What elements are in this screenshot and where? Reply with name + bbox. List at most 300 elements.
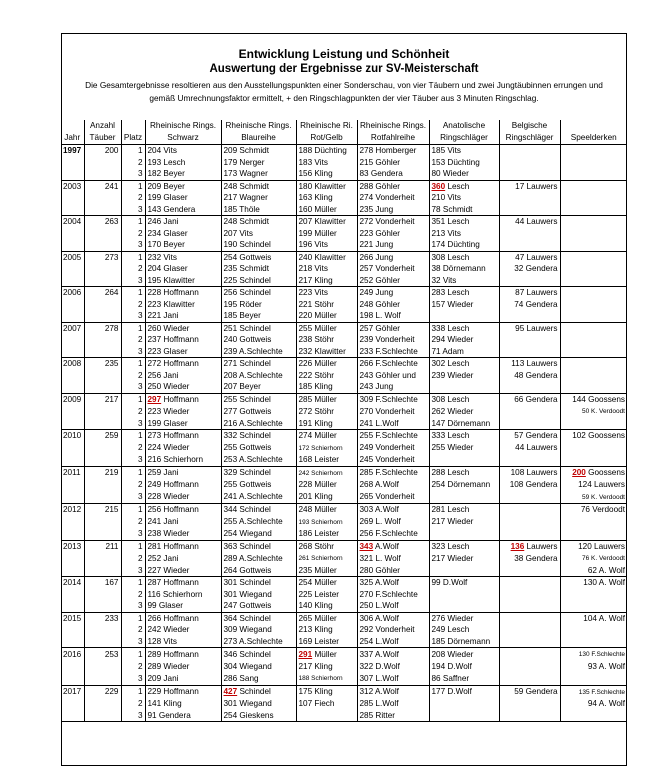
entry-cell: [296, 418, 357, 430]
count-cell: 259: [84, 430, 121, 442]
entry-cell: [560, 381, 627, 393]
entry-text: 66 Gendera: [514, 394, 558, 404]
entry-cell: [296, 430, 357, 442]
entry-cell: [429, 540, 499, 552]
entry-text: 108 Gendera: [509, 480, 558, 489]
entry-cell: [296, 540, 357, 552]
entry-cell: [429, 479, 499, 491]
entry-text: 216 Schierhorn: [147, 455, 204, 464]
entry-text: 128 Vits: [147, 636, 177, 646]
entry-cell: [296, 251, 357, 263]
entry-cell: [429, 157, 499, 169]
entry-text: 207 Vits: [223, 228, 253, 238]
year-cell: [61, 442, 84, 455]
count-cell: 233: [84, 612, 121, 624]
header-cell: Anzahl: [84, 120, 121, 132]
entry-cell: [221, 157, 296, 169]
entry-text: 268 A.Wolf: [359, 480, 399, 489]
entry-text: 198 L. Wolf: [359, 311, 401, 320]
rank-cell: 3: [121, 204, 145, 216]
entry-cell: [357, 636, 429, 648]
entry-cell: [221, 204, 296, 216]
table-row: [61, 168, 627, 180]
entry-text: 32 Vits: [431, 275, 457, 285]
year-cell: [61, 454, 84, 466]
header-cell: Rheinische Rings.: [221, 120, 296, 132]
entry-cell: [499, 263, 560, 275]
entry-text: 83 Gendera: [359, 169, 403, 178]
entry-cell: [560, 698, 627, 710]
table-row: [61, 442, 627, 455]
entry-text: 241 A.Schlechte: [223, 492, 283, 501]
entry-cell: [357, 577, 429, 589]
count-cell: [84, 299, 121, 311]
entry-text: 243 Jung: [359, 382, 394, 391]
entry-text: 168 Leister: [298, 455, 340, 464]
table-row: [61, 310, 627, 322]
entry-text: 207 Klawitter: [298, 217, 346, 226]
entry-cell: [296, 491, 357, 504]
entry-text: 288 Göhler: [359, 181, 401, 191]
highlighted-score: 291: [298, 649, 313, 659]
count-cell: [84, 528, 121, 540]
entry-cell: [221, 405, 296, 418]
entry-cell: [560, 251, 627, 263]
entry-cell: [357, 263, 429, 275]
entry-text: 261 Schierhorn: [298, 555, 343, 562]
count-cell: 200: [84, 145, 121, 157]
entry-text: 249 Lesch: [431, 625, 470, 634]
count-cell: 278: [84, 322, 121, 334]
rank-cell: 2: [121, 192, 145, 204]
entry-text: 259 Jani: [147, 468, 179, 477]
entry-cell: [145, 600, 221, 612]
entry-cell: [145, 239, 221, 251]
entry-cell: [357, 491, 429, 504]
entry-cell: [560, 145, 627, 157]
entry-cell: [499, 466, 560, 479]
rank-cell: 1: [121, 685, 145, 698]
rank-cell: 1: [121, 466, 145, 479]
entry-text: 303 A.Wolf: [359, 505, 399, 514]
entry-cell: [499, 334, 560, 346]
entry-text: 323 Lesch: [431, 541, 470, 551]
entry-cell: [145, 157, 221, 169]
rank-cell: 1: [121, 216, 145, 228]
entry-text: 229 Hoffmann: [147, 687, 199, 696]
entry-text: 207 Beyer: [223, 382, 261, 391]
entry-text: 86 Saffner: [431, 673, 470, 683]
entry-text: 107 Fiech: [298, 699, 335, 708]
count-cell: [84, 491, 121, 504]
entry-cell: [429, 263, 499, 275]
entry-cell: [429, 322, 499, 334]
year-cell: [61, 370, 84, 382]
entry-cell: [560, 516, 627, 529]
entry-text: 265 Müller: [298, 613, 337, 623]
entry-cell: [145, 418, 221, 430]
rank-cell: 1: [121, 577, 145, 589]
entry-text: 233 F.Schlechte: [359, 346, 418, 356]
header-cell: Rotfahlreihe: [357, 132, 429, 145]
year-cell: [61, 204, 84, 216]
entry-text: 288 Lesch: [431, 468, 470, 477]
header-cell: Anatolische: [429, 120, 499, 132]
entry-text: 224 Wieder: [147, 443, 190, 452]
entry-cell: [221, 528, 296, 540]
table-row: [61, 287, 627, 299]
entry-text: 99 Glaser: [147, 601, 183, 610]
entry-cell: [429, 239, 499, 251]
entry-cell: [429, 310, 499, 322]
entry-cell: [560, 418, 627, 430]
entry-cell: [499, 145, 560, 157]
entry-cell: [221, 322, 296, 334]
entry-cell: [499, 310, 560, 322]
rank-cell: 1: [121, 358, 145, 370]
entry-cell: [145, 180, 221, 192]
entry-cell: [357, 251, 429, 263]
entry-text: 57 Gendera: [514, 431, 558, 440]
entry-cell: [499, 251, 560, 263]
entry-text: 170 Beyer: [147, 240, 185, 249]
year-cell: 2008: [63, 359, 82, 368]
entry-cell: [296, 381, 357, 393]
entry-cell: [221, 418, 296, 430]
entry-cell: [560, 661, 627, 673]
entry-cell: [560, 180, 627, 192]
entry-text: 255 F.Schlechte: [359, 431, 418, 440]
entry-text: 266 Jung: [359, 252, 394, 262]
entry-cell: [145, 393, 221, 405]
entry-cell: [145, 216, 221, 228]
entry-text: 292 Vonderheit: [359, 625, 415, 634]
year-cell: 1997: [63, 146, 82, 155]
entry-cell: [145, 430, 221, 442]
entry-cell: [560, 287, 627, 299]
entry-cell: [145, 168, 221, 180]
table-row: [61, 157, 627, 169]
entry-text: 321 L. Wolf: [359, 553, 401, 563]
entry-text: 280 Göhler: [359, 565, 401, 575]
entry-text: 78 Schmidt: [431, 204, 473, 214]
entry-text: 268 Stöhr: [298, 541, 335, 551]
entry-text: 272 Vonderheit: [359, 217, 415, 226]
entry-cell: [221, 589, 296, 601]
entry-text: 254 Gottweis: [223, 252, 272, 262]
entry-text: 254 Gieskens: [223, 710, 274, 720]
entry-text: 232 Vits: [147, 252, 177, 262]
entry-cell: [145, 540, 221, 552]
count-cell: [84, 565, 121, 577]
entry-cell: [560, 228, 627, 240]
entry-text: 278 Homberger: [359, 146, 417, 155]
entry-cell: [221, 145, 296, 157]
entry-cell: [560, 624, 627, 636]
year-cell: [61, 565, 84, 577]
entry-cell: [296, 624, 357, 636]
entry-text: 312 A.Wolf: [359, 687, 399, 696]
entry-cell: [429, 589, 499, 601]
entry-cell: [221, 228, 296, 240]
entry-cell: [296, 612, 357, 624]
count-cell: [84, 157, 121, 169]
entry-cell: [296, 600, 357, 612]
header-cell: Täuber: [84, 132, 121, 145]
entry-cell: [296, 334, 357, 346]
year-cell: [61, 310, 84, 322]
entry-text: 283 Lesch: [431, 288, 470, 297]
entry-text: 297 Hoffmann: [147, 394, 199, 404]
page-subtitle: Auswertung der Ergebnisse zur SV-Meisterschaft: [209, 63, 479, 75]
rank-cell: 2: [121, 589, 145, 601]
entry-cell: [429, 251, 499, 263]
entry-cell: [357, 430, 429, 442]
entry-text: 76 Verdoodt: [580, 505, 625, 514]
header-cell: Belgische: [499, 120, 560, 132]
count-cell: [84, 454, 121, 466]
entry-text: 124 Lauwers: [578, 480, 625, 489]
entry-text: 246 Jani: [147, 217, 179, 226]
entry-text: 199 Müller: [298, 228, 337, 238]
entry-cell: [560, 310, 627, 322]
entry-text: 234 Glaser: [147, 228, 188, 238]
entry-cell: [221, 516, 296, 529]
entry-text: 262 Wieder: [431, 406, 474, 416]
count-cell: 211: [84, 540, 121, 552]
rank-cell: 1: [121, 251, 145, 263]
rank-cell: 2: [121, 442, 145, 455]
entry-cell: [560, 577, 627, 589]
entry-cell: [499, 589, 560, 601]
year-cell: [61, 263, 84, 275]
entry-cell: [499, 393, 560, 405]
entry-cell: [357, 442, 429, 455]
year-cell: 2003: [63, 181, 82, 191]
entry-cell: [560, 430, 627, 442]
header-cell: Ringschläger: [429, 132, 499, 145]
entry-cell: [429, 504, 499, 516]
entry-cell: [499, 228, 560, 240]
entry-cell: [296, 168, 357, 180]
entry-text: 204 Vits: [147, 146, 177, 155]
year-cell: 2015: [63, 613, 82, 623]
entry-cell: [429, 381, 499, 393]
entry-text: 144 Goossens: [572, 394, 625, 404]
table-row: [61, 589, 627, 601]
entry-text: 281 Hoffmann: [147, 541, 199, 551]
entry-cell: [429, 442, 499, 455]
year-cell: [61, 405, 84, 418]
count-cell: 215: [84, 504, 121, 516]
entry-cell: [429, 393, 499, 405]
entry-text: 250 L.Wolf: [359, 601, 399, 610]
entry-text: 50 K. Verdoodt: [581, 408, 625, 415]
entry-text: 200 Goossens: [572, 468, 625, 477]
entry-text: 346 Schindel: [223, 649, 271, 659]
entry-text: 285 F.Schlechte: [359, 468, 418, 477]
entry-text: 221 Stöhr: [298, 299, 335, 309]
rank-cell: 2: [121, 661, 145, 673]
entry-text: 238 Stöhr: [298, 335, 335, 344]
rank-cell: 3: [121, 636, 145, 648]
entry-cell: [296, 263, 357, 275]
entry-cell: [357, 228, 429, 240]
entry-cell: [429, 430, 499, 442]
entry-cell: [357, 479, 429, 491]
entry-cell: [145, 454, 221, 466]
entry-cell: [560, 346, 627, 358]
entry-cell: [357, 168, 429, 180]
count-cell: [84, 192, 121, 204]
entry-cell: [357, 322, 429, 334]
count-cell: [84, 405, 121, 418]
entry-text: 248 Müller: [298, 505, 337, 514]
entry-text: 254 Wiegand: [223, 529, 272, 538]
table-row: [61, 491, 627, 504]
entry-cell: [221, 624, 296, 636]
rank-cell: 2: [121, 157, 145, 169]
entry-cell: [296, 466, 357, 479]
entry-text: 204 Glaser: [147, 264, 188, 273]
entry-cell: [221, 479, 296, 491]
entry-text: 285 Müller: [298, 394, 337, 404]
entry-cell: [221, 275, 296, 287]
entry-cell: [499, 346, 560, 358]
entry-cell: [145, 251, 221, 263]
entry-text: 301 Wiegand: [223, 589, 272, 599]
entry-text: 222 Stöhr: [298, 370, 335, 380]
count-cell: [84, 228, 121, 240]
rank-cell: 2: [121, 299, 145, 311]
count-cell: [84, 346, 121, 358]
entry-text: 256 F.Schlechte: [359, 529, 418, 538]
rank-cell: 1: [121, 287, 145, 299]
page-title: Entwicklung Leistung und Schönheit: [238, 47, 450, 61]
count-cell: [84, 168, 121, 180]
entry-text: 291 Müller: [298, 649, 337, 659]
year-cell: 2010: [63, 431, 82, 440]
entry-text: 266 Hoffmann: [147, 613, 199, 623]
entry-text: 173 Wagner: [223, 169, 268, 178]
entry-text: 218 Vits: [298, 264, 328, 273]
entry-text: 344 Schindel: [223, 505, 271, 514]
entry-cell: [296, 228, 357, 240]
count-cell: 217: [84, 393, 121, 405]
entry-cell: [221, 180, 296, 192]
entry-text: 179 Nerger: [223, 157, 265, 167]
count-cell: 235: [84, 358, 121, 370]
entry-text: 254 Müller: [298, 578, 337, 587]
rank-cell: 1: [121, 504, 145, 516]
entry-cell: [560, 334, 627, 346]
entry-cell: [429, 168, 499, 180]
entry-cell: [560, 648, 627, 661]
entry-text: 252 Göhler: [359, 275, 401, 285]
entry-cell: [221, 310, 296, 322]
highlighted-score: 136: [510, 541, 525, 551]
entry-cell: [499, 648, 560, 661]
entry-cell: [560, 672, 627, 685]
entry-text: 235 Jung: [359, 204, 394, 214]
count-cell: [84, 698, 121, 710]
header-cell: Rot/Gelb: [296, 132, 357, 145]
entry-text: 249 Hoffmann: [147, 480, 199, 489]
header-cell: [560, 120, 627, 132]
entry-cell: [221, 346, 296, 358]
entry-text: 255 A.Schlechte: [223, 517, 283, 526]
entry-text: 141 Kling: [147, 699, 182, 708]
table-row: [61, 334, 627, 346]
entry-cell: [221, 672, 296, 685]
entry-text: 183 Vits: [298, 157, 328, 167]
entry-text: 286 Sang: [223, 673, 259, 683]
entry-cell: [357, 381, 429, 393]
header-cell: [121, 120, 145, 132]
year-cell: [61, 192, 84, 204]
entry-cell: [357, 287, 429, 299]
entry-cell: [221, 565, 296, 577]
table-row: [61, 405, 627, 418]
entry-cell: [221, 393, 296, 405]
entry-text: 285 L.Wolf: [359, 699, 399, 708]
entry-text: 182 Beyer: [147, 169, 185, 178]
header-cell: Speelderken: [560, 132, 627, 145]
entry-text: 116 Schierhorn: [147, 589, 203, 599]
table-row: [61, 418, 627, 430]
entry-cell: [145, 145, 221, 157]
entry-cell: [296, 370, 357, 382]
entry-cell: [499, 661, 560, 673]
entry-cell: [499, 698, 560, 710]
entry-text: 185 Thöle: [223, 204, 260, 214]
entry-cell: [429, 180, 499, 192]
entry-cell: [296, 275, 357, 287]
entry-cell: [499, 168, 560, 180]
rank-cell: 3: [121, 672, 145, 685]
entry-text: 309 F.Schlechte: [359, 394, 418, 404]
entry-text: 254 Dörnemann: [431, 480, 491, 489]
table-row: [61, 516, 627, 529]
header-cell: Blaureihe: [221, 132, 296, 145]
entry-cell: [499, 430, 560, 442]
count-cell: 229: [84, 685, 121, 698]
entry-text: 185 Beyer: [223, 311, 261, 320]
entry-cell: [221, 636, 296, 648]
entry-cell: [145, 577, 221, 589]
year-cell: [61, 381, 84, 393]
entry-text: 188 Schierhorn: [298, 675, 343, 682]
year-cell: [61, 600, 84, 612]
entry-cell: [221, 192, 296, 204]
entry-text: 225 Leister: [298, 589, 340, 599]
entry-cell: [499, 405, 560, 418]
entry-cell: [145, 565, 221, 577]
entry-cell: [560, 612, 627, 624]
entry-cell: [357, 418, 429, 430]
entry-cell: [357, 504, 429, 516]
entry-cell: [499, 612, 560, 624]
entry-cell: [429, 145, 499, 157]
entry-cell: [296, 577, 357, 589]
entry-cell: [560, 491, 627, 504]
results-table: [61, 120, 627, 722]
entry-text: 191 Kling: [298, 418, 333, 428]
entry-text: 270 Vonderheit: [359, 406, 415, 416]
entry-cell: [429, 228, 499, 240]
year-cell: [61, 624, 84, 636]
entry-text: 186 Leister: [298, 529, 340, 538]
